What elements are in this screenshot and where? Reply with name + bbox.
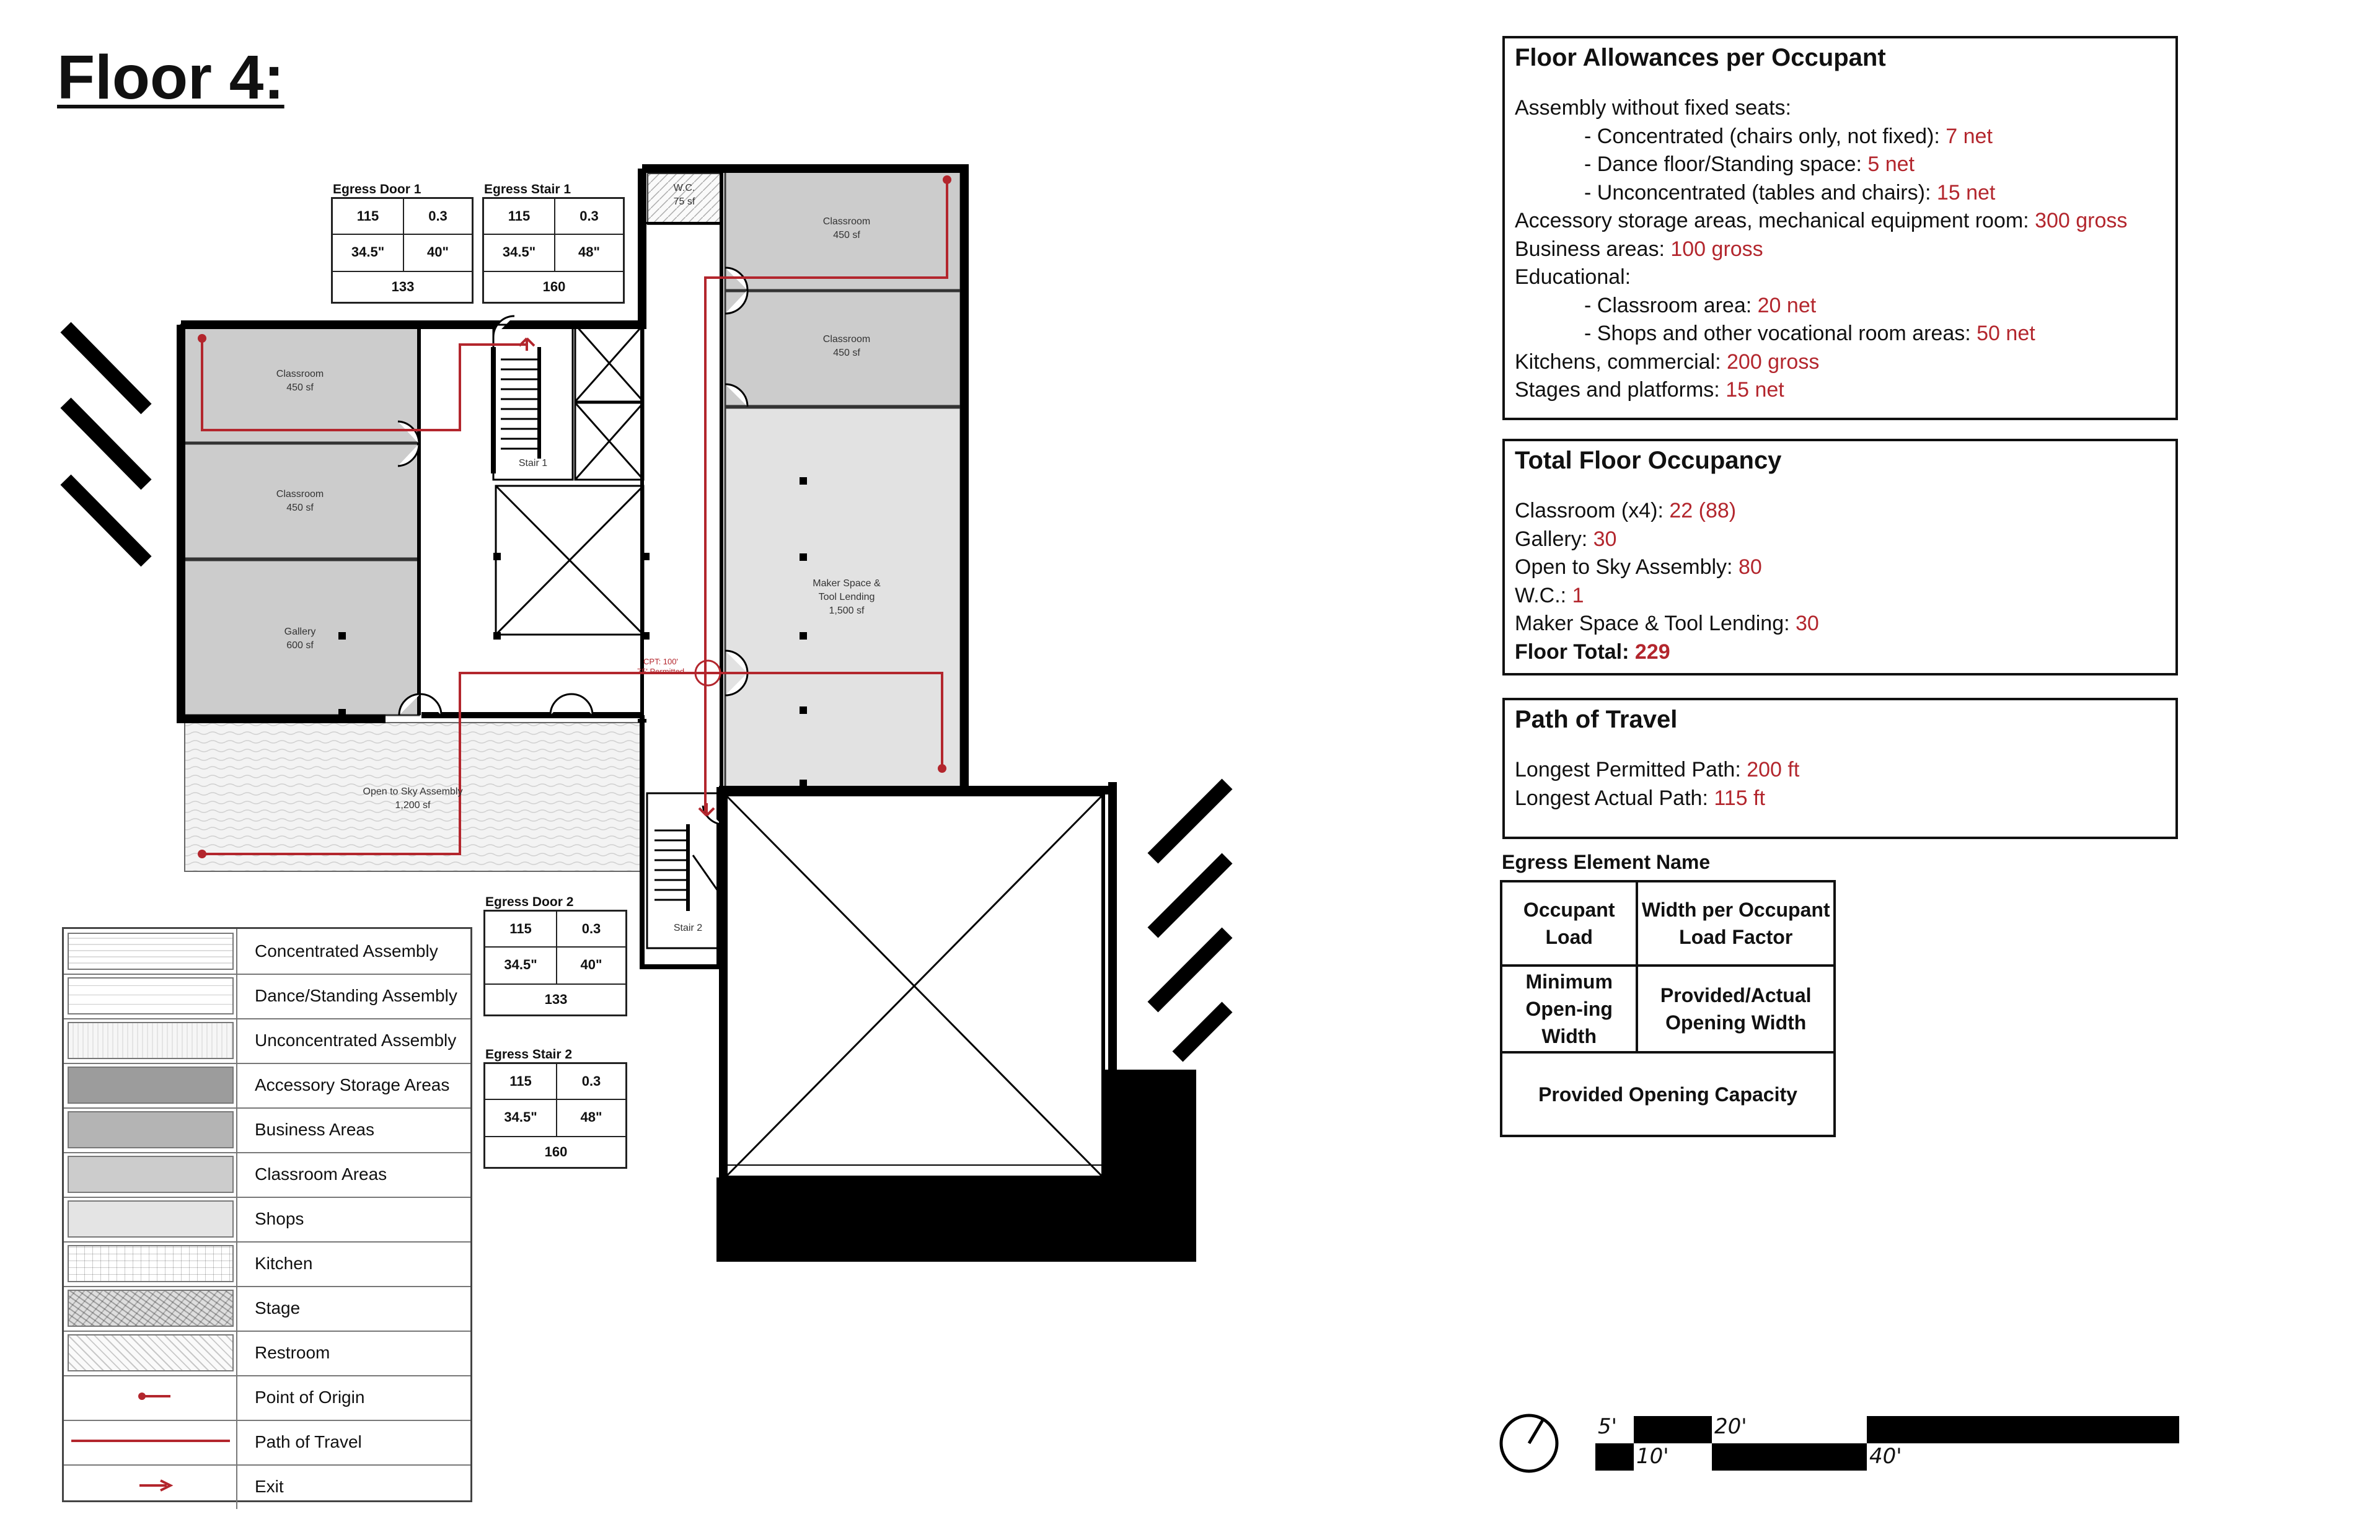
legend-row xyxy=(64,929,470,975)
egress-capacity: 160 xyxy=(542,279,566,294)
egress-provided: 40" xyxy=(580,957,602,972)
gallery xyxy=(181,560,419,715)
swatch-restroom xyxy=(68,1334,234,1371)
legend-row xyxy=(64,1063,470,1109)
legend-label: Path of Travel xyxy=(255,1432,362,1451)
path-of-travel-icon xyxy=(68,1423,234,1461)
occ-maker: Maker Space & Tool Lending: 30 xyxy=(1515,612,1819,635)
cpt-label: CPT: 100' xyxy=(643,657,678,666)
educational-header: Educational: xyxy=(1515,265,1631,289)
allowance-unconcentrated: - Unconcentrated (tables and chairs): 15 net xyxy=(1584,180,1996,205)
occupancy-panel xyxy=(1502,439,2178,675)
scale-label-20: 20' xyxy=(1714,1414,1747,1439)
travel-heading: Path of Travel xyxy=(1515,706,1678,733)
scale-label-10: 10' xyxy=(1636,1444,1669,1469)
legend-row xyxy=(64,1107,470,1153)
legend-row xyxy=(64,1464,470,1509)
legend-row xyxy=(64,1375,470,1421)
allowances-panel xyxy=(1502,36,2178,420)
travel-permitted: Longest Permitted Path: 200 ft xyxy=(1515,758,1800,781)
legend xyxy=(62,927,472,1502)
classroom-w2-area: 450 sf xyxy=(286,503,314,513)
egress-table xyxy=(483,1047,627,1169)
key-capacity: Provided Opening Capacity xyxy=(1501,1052,1835,1136)
legend-label: Business Areas xyxy=(255,1120,374,1139)
egress-table xyxy=(331,182,474,304)
page-title: Floor 4: xyxy=(57,43,284,112)
egress-table-name: Egress Door 1 xyxy=(333,182,421,196)
egress-factor: 0.3 xyxy=(581,1073,601,1089)
egress-load: 115 xyxy=(509,921,532,936)
egress-key-table xyxy=(1500,880,1836,1137)
classroom-w2-label: Classroom xyxy=(276,489,324,499)
wc-label: W.C. xyxy=(673,183,695,193)
legend-row xyxy=(64,1331,470,1376)
swatch-stage xyxy=(68,1290,234,1327)
classroom-ne1-label: Classroom xyxy=(822,216,871,227)
wc-area: 75 sf xyxy=(673,196,695,207)
classroom-w1-label: Classroom xyxy=(276,369,324,379)
swatch-kitchen xyxy=(68,1245,234,1282)
classroom-w2 xyxy=(181,444,419,558)
egress-table-name: Egress Stair 2 xyxy=(485,1047,573,1062)
legend-row xyxy=(64,1420,470,1466)
legend-row xyxy=(64,1241,470,1287)
allowance-classroom: - Classroom area: 20 net xyxy=(1584,293,1817,317)
assembly-label: Open to Sky Assembly xyxy=(363,786,463,797)
classroom-w1-area: 450 sf xyxy=(286,382,314,393)
egress-provided: 48" xyxy=(578,244,600,260)
travel-panel xyxy=(1502,698,2178,839)
egress-load: 115 xyxy=(356,208,379,224)
classroom-ne2-label: Classroom xyxy=(822,334,871,345)
allowance-storage: Accessory storage areas, mechanical equipment room: 300 gross xyxy=(1515,209,2128,232)
allowance-kitchens: Kitchens, commercial: 200 gross xyxy=(1515,350,1820,374)
classroom-ne2-area: 450 sf xyxy=(833,348,860,358)
egress-min: 34.5" xyxy=(504,957,537,972)
key-occupant-load: Occupant Load xyxy=(1501,881,1637,966)
stair-2-label: Stair 2 xyxy=(673,923,703,933)
assembly-header: Assembly without fixed seats: xyxy=(1515,96,1791,120)
allowance-shops: - Shops and other vocational room areas: 50 net xyxy=(1584,322,2035,345)
scale-label-40: 40' xyxy=(1869,1444,1902,1469)
stair-1-label: Stair 1 xyxy=(518,458,548,469)
legend-label: Point of Origin xyxy=(255,1388,365,1407)
legend-label: Dance/Standing Assembly xyxy=(255,986,457,1005)
swatch-dance xyxy=(68,977,234,1014)
egress-factor: 0.3 xyxy=(580,208,599,224)
egress-capacity: 133 xyxy=(544,992,568,1007)
occ-wc: W.C.: 1 xyxy=(1515,583,1584,607)
swatch-business xyxy=(68,1111,234,1148)
egress-load: 115 xyxy=(508,208,531,224)
travel-actual: Longest Actual Path: 115 ft xyxy=(1515,786,1765,810)
maker-label-1: Maker Space & xyxy=(813,578,881,589)
egress-min: 34.5" xyxy=(351,244,385,260)
atrium-void xyxy=(716,782,1196,1262)
legend-label: Accessory Storage Areas xyxy=(255,1075,450,1094)
legend-label: Restroom xyxy=(255,1343,330,1362)
swatch-classroom xyxy=(68,1156,234,1193)
legend-row xyxy=(64,1197,470,1243)
classroom-ne1-area: 450 sf xyxy=(833,230,860,240)
legend-label: Stage xyxy=(255,1298,301,1318)
occ-total: Floor Total: 229 xyxy=(1515,640,1670,664)
egress-min: 34.5" xyxy=(502,244,536,260)
egress-load: 115 xyxy=(509,1073,532,1089)
swatch-unconcentrated xyxy=(68,1022,234,1059)
exit-arrow-icon xyxy=(68,1468,234,1505)
occ-classroom: Classroom (x4): 22 (88) xyxy=(1515,499,1737,522)
scale-label-5: 5' xyxy=(1598,1414,1617,1439)
egress-factor: 0.3 xyxy=(581,921,601,936)
occupancy-heading: Total Floor Occupancy xyxy=(1515,447,1782,474)
key-provided-width: Provided/Actual Opening Width xyxy=(1637,966,1835,1052)
swatch-concentrated xyxy=(68,933,234,970)
cpt-permitted: 75' Permitted xyxy=(637,667,685,676)
egress-provided: 40" xyxy=(427,244,449,260)
allowance-dance: - Dance floor/Standing space: 5 net xyxy=(1584,152,1915,176)
occ-gallery: Gallery: 30 xyxy=(1515,527,1617,551)
allowance-business: Business areas: 100 gross xyxy=(1515,237,1763,261)
legend-row xyxy=(64,1286,470,1332)
occ-assembly: Open to Sky Assembly: 80 xyxy=(1515,555,1762,579)
gallery-label: Gallery xyxy=(284,627,316,637)
egress-provided: 48" xyxy=(580,1109,602,1125)
egress-table xyxy=(483,895,627,1016)
north-arrow-icon xyxy=(1501,1415,1557,1471)
open-to-sky-assembly xyxy=(185,723,643,871)
classroom-ne1 xyxy=(725,169,961,290)
egress-min: 34.5" xyxy=(504,1109,537,1125)
key-width-factor: Width per Occupant Load Factor xyxy=(1637,881,1835,966)
egress-factor: 0.3 xyxy=(428,208,447,224)
legend-row xyxy=(64,1018,470,1064)
egress-key-caption: Egress Element Name xyxy=(1502,851,1711,873)
legend-row xyxy=(64,974,470,1019)
egress-table xyxy=(482,182,625,304)
allowance-concentrated: - Concentrated (chairs only, not fixed): 7 net xyxy=(1584,124,1993,148)
maker-area: 1,500 sf xyxy=(829,605,865,616)
maker-label-2: Tool Lending xyxy=(818,592,875,602)
allowances-heading: Floor Allowances per Occupant xyxy=(1515,44,1886,71)
egress-table-name: Egress Door 2 xyxy=(485,895,574,909)
swatch-storage xyxy=(68,1067,234,1104)
stair-1 xyxy=(493,325,573,480)
legend-label: Concentrated Assembly xyxy=(255,941,438,961)
allowance-stages: Stages and platforms: 15 net xyxy=(1515,378,1784,402)
egress-capacity: 133 xyxy=(391,279,415,294)
site-hatching-right xyxy=(1153,784,1227,1057)
legend-label: Shops xyxy=(255,1209,304,1228)
gallery-area: 600 sf xyxy=(286,640,314,651)
point-of-origin-icon xyxy=(68,1379,234,1416)
egress-capacity: 160 xyxy=(544,1144,568,1159)
legend-label: Exit xyxy=(255,1477,284,1496)
egress-table-name: Egress Stair 1 xyxy=(484,182,571,196)
legend-label: Kitchen xyxy=(255,1254,313,1273)
swatch-shops xyxy=(68,1200,234,1238)
key-min-width: Minimum Open-ing Width xyxy=(1501,966,1637,1052)
site-hatching-left xyxy=(66,327,146,561)
assembly-area: 1,200 sf xyxy=(395,800,431,811)
legend-label: Unconcentrated Assembly xyxy=(255,1031,457,1050)
legend-row xyxy=(64,1152,470,1198)
legend-label: Classroom Areas xyxy=(255,1164,387,1184)
